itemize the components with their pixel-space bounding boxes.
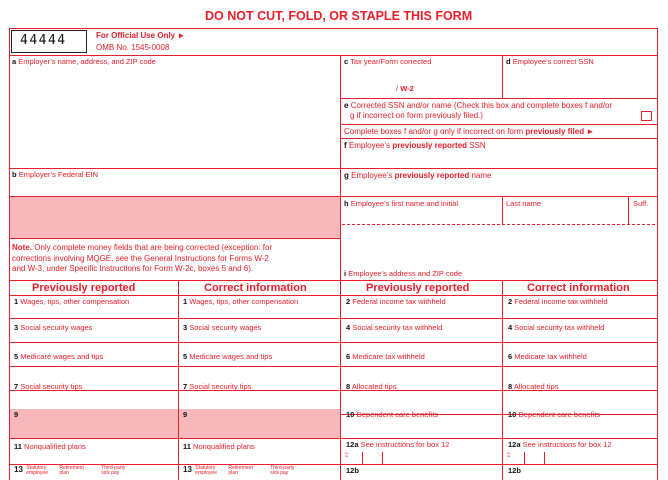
box-c-label: c Tax year/Form corrected — [344, 57, 432, 66]
right-col-divider — [502, 280, 503, 480]
box-9-prev[interactable]: 9 — [14, 410, 19, 419]
right-frame — [657, 28, 658, 480]
rule — [9, 318, 657, 319]
note-line-1: Note. Only complete money fields that are being corrected (exception: for — [12, 243, 273, 252]
box-5-prev[interactable]: 5 Medicare wages and tips — [14, 352, 104, 361]
box-9-shaded-prev — [10, 409, 178, 438]
box-11-corr[interactable]: 11 Nonqualified plans — [183, 442, 255, 451]
box-12a-corr[interactable]: 12a See instructions for box 12 — [508, 440, 612, 449]
rule — [9, 295, 657, 296]
rule — [340, 168, 657, 169]
left-corr-header: Correct information — [204, 281, 307, 294]
form-title: DO NOT CUT, FOLD, OR STAPLE THIS FORM — [205, 9, 473, 23]
right-corr-header: Correct information — [527, 281, 630, 294]
box-5-corr[interactable]: 5 Medicare wages and tips — [183, 352, 273, 361]
box-f-label: f Employee’s previously reported SSN — [344, 141, 486, 150]
rule — [9, 238, 340, 239]
omb-number: OMB No. 1545-0008 — [96, 43, 170, 52]
box-g-label: g Employee’s previously reported name — [344, 171, 492, 180]
box-2-prev[interactable]: 2 Federal income tax withheld — [346, 297, 446, 306]
left-prev-header: Previously reported — [32, 281, 136, 294]
box-9-corr[interactable]: 9 — [183, 410, 188, 419]
box-13-prev: 13 Statutory employee Retirement plan Third-party sick pay — [14, 465, 126, 476]
suffix-field[interactable] — [630, 210, 655, 223]
box-10-corr[interactable]: 10 Dependent care benefits — [508, 410, 601, 419]
box-12b-prev[interactable]: 12b — [346, 466, 359, 475]
box-3-prev[interactable]: 3 Social security wages — [14, 323, 93, 332]
rule — [9, 168, 340, 169]
rule — [340, 124, 657, 125]
box-8-corr[interactable]: 8 Allocated tips — [508, 382, 559, 391]
box-2-corr[interactable]: 2 Federal income tax withheld — [508, 297, 608, 306]
rule — [340, 138, 657, 139]
box-8-prev[interactable]: 8 Allocated tips — [346, 382, 397, 391]
box-6-corr[interactable]: 6 Medicare tax withheld — [508, 352, 587, 361]
rule — [9, 390, 657, 391]
code-label-corr: Code — [507, 451, 511, 459]
official-use: For Official Use Only ► — [96, 31, 186, 40]
rule — [9, 342, 657, 343]
employer-name-field[interactable] — [10, 68, 339, 167]
employer-ein-field[interactable] — [10, 181, 339, 195]
h-divider-1 — [502, 196, 503, 224]
code-divider-corr — [524, 452, 525, 464]
c-d-divider — [502, 55, 503, 98]
box-13-corr: 13 Statutory employee Retirement plan Third-party sick pay — [183, 465, 295, 476]
box-e-line-1: e Corrected SSN and/or name (Check this box and complete boxes f and/or — [344, 101, 613, 110]
code-divider-corr-2 — [544, 452, 545, 464]
complete-boxes-note: Complete boxes f and/or g only if incorrect on form previously filed ► — [344, 127, 595, 136]
box-11-prev[interactable]: 11 Nonqualified plans — [14, 442, 86, 451]
box-7-corr[interactable]: 7 Social security tips — [183, 382, 252, 391]
box-1-corr[interactable]: 1 Wages, tips, other compensation — [183, 297, 299, 306]
rule — [340, 196, 657, 197]
right-prev-header: Previously reported — [366, 281, 470, 294]
last-name-label: Last name — [506, 199, 542, 208]
box-9-shaded-corr — [179, 409, 340, 438]
dashed-rule — [342, 224, 655, 225]
left-col-divider — [178, 280, 179, 480]
box-h-label: h Employee’s first name and initial — [344, 199, 459, 208]
rule — [9, 55, 657, 56]
rule — [9, 438, 657, 439]
employee-ssn-field[interactable] — [504, 68, 654, 96]
box-10-prev[interactable]: 10 Dependent care benefits — [346, 410, 439, 419]
box-1-prev[interactable]: 1 Wages, tips, other compensation — [14, 297, 130, 306]
box-7-prev[interactable]: 7 Social security tips — [14, 382, 83, 391]
tax-year-field[interactable] — [342, 68, 392, 96]
h-divider-2 — [628, 196, 629, 224]
box-e-line-2: g if incorrect on form previously filed.) — [350, 111, 483, 120]
previous-ssn-field[interactable] — [342, 151, 654, 167]
rule — [9, 366, 657, 367]
box-12a-prev[interactable]: 12a See instructions for box 12 — [346, 440, 450, 449]
form-code: 44444 — [20, 33, 67, 48]
shaded-block — [10, 197, 340, 238]
note-line-3: and W-3, under Specific Instructions for Form W-2c, boxes 5 and 6). — [12, 264, 254, 273]
box-a-label: a Employer’s name, address, and ZIP code — [12, 57, 156, 66]
box-i-label: i Employee’s address and ZIP code — [344, 269, 463, 278]
first-name-field[interactable] — [342, 210, 500, 223]
box-b-label: b Employer’s Federal EIN — [12, 170, 99, 179]
code-label-prev: Code — [345, 451, 349, 459]
last-name-field[interactable] — [504, 210, 626, 223]
box-3-corr[interactable]: 3 Social security wages — [183, 323, 262, 332]
code-divider-prev — [362, 452, 363, 464]
main-divider — [340, 55, 341, 480]
rule — [340, 98, 657, 99]
top-rule — [9, 28, 657, 29]
box-6-prev[interactable]: 6 Medicare tax withheld — [346, 352, 425, 361]
code-divider-prev-2 — [382, 452, 383, 464]
note-line-2: corrections involving MQGE, see the General Instructions for Forms W-2 — [12, 253, 269, 263]
previous-name-field[interactable] — [342, 181, 654, 195]
corrected-ssn-checkbox[interactable] — [641, 111, 652, 121]
box-4-corr[interactable]: 4 Social security tax withheld — [508, 323, 605, 332]
employee-address-field[interactable] — [342, 226, 654, 268]
box-c-form: / W-2 — [396, 84, 414, 93]
box-4-prev[interactable]: 4 Social security tax withheld — [346, 323, 443, 332]
box-12b-corr[interactable]: 12b — [508, 466, 521, 475]
box-d-label: d Employee’s correct SSN — [506, 57, 594, 66]
suffix-label: Suff. — [633, 199, 649, 208]
